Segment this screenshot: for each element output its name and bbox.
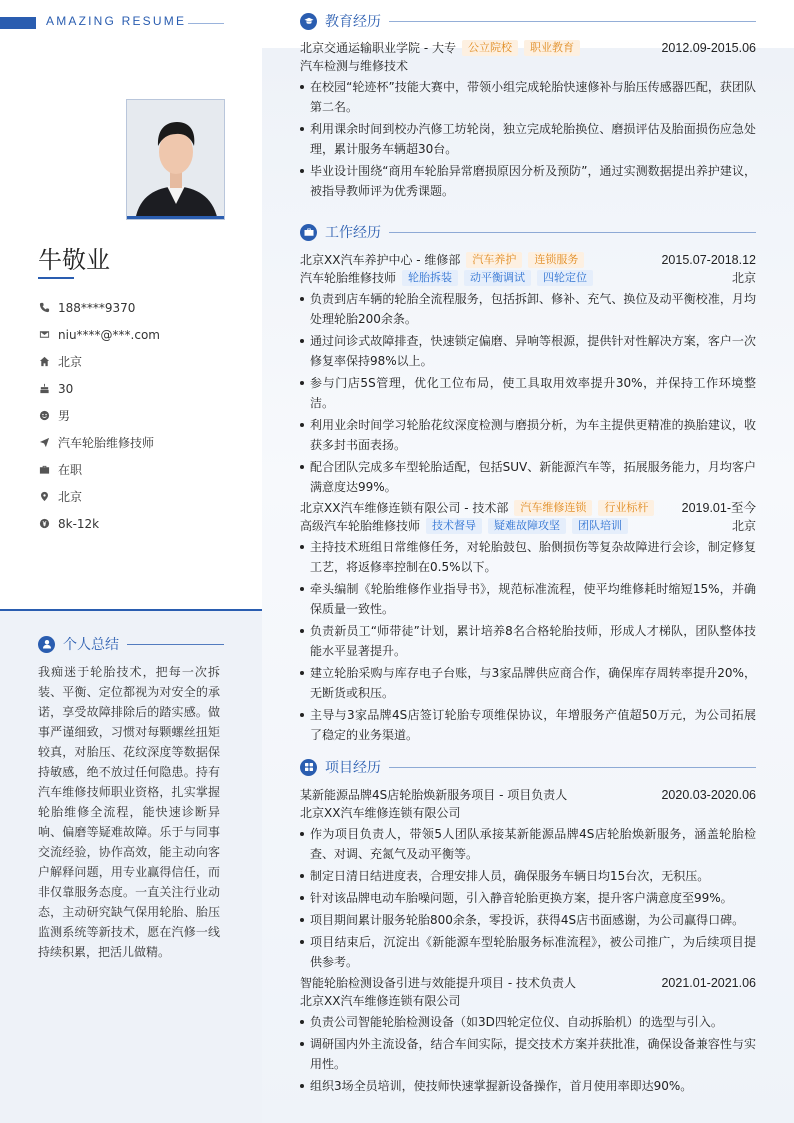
project-company-row <box>300 992 756 1010</box>
project-entry <box>300 974 756 1096</box>
summary-header <box>38 634 224 654</box>
project-date: 2021.01-2021.06 <box>661 976 756 990</box>
project-name-row <box>300 786 756 804</box>
list-item: 牵头编制《轮胎维修作业指导书》，规范标准流程，使平均维修耗时缩短15%，并确保质量一致性。 <box>300 579 756 619</box>
job-company-row <box>300 499 756 517</box>
info-gender-text: 男 <box>58 409 71 423</box>
education-header <box>300 11 756 31</box>
school-name: 北京交通运输职业学院 - 大专 <box>300 41 456 55</box>
list-item: 调研国内外主流设备，结合车间实际，提交技术方案并获批准，确保设备兼容性与实用性。 <box>300 1034 756 1074</box>
work-title: 工作经历 <box>325 225 381 241</box>
project-bullets <box>300 1012 756 1096</box>
info-position-text: 汽车轮胎维修技师 <box>58 436 155 450</box>
projects-divider <box>389 767 756 768</box>
briefcase-icon <box>38 464 50 476</box>
salary-icon <box>38 518 50 530</box>
job-date: 2015.07-2018.12 <box>661 253 756 267</box>
job-position-row <box>300 517 756 535</box>
portrait-image <box>127 100 225 220</box>
info-email <box>38 321 248 348</box>
list-item: 制定日清日结进度表，合理安排人员，确保服务车辆日均15台次，无积压。 <box>300 866 756 886</box>
info-city <box>38 348 248 375</box>
list-item: 建立轮胎采购与库存电子台账，与3家品牌供应商合作，确保库存周转率提升20%，无断货或积压。 <box>300 663 756 703</box>
list-item: 负责新员工“师带徒”计划，累计培养8名合格轮胎技师，形成人才梯队，团队整体技能水平显著提升。 <box>300 621 756 661</box>
cake-icon <box>38 383 50 395</box>
education-date: 2012.09-2015.06 <box>661 41 756 55</box>
work-section <box>300 222 756 747</box>
list-item: 项目结束后，沉淀出《新能源车型轮胎服务标准流程》，被公司推广，为后续项目提供参考。 <box>300 932 756 972</box>
project-date: 2020.03-2020.06 <box>661 788 756 802</box>
profile-photo <box>126 99 225 220</box>
job-company-row <box>300 251 756 269</box>
user-icon <box>38 636 55 653</box>
info-email-text: niu****@***.com <box>58 327 160 342</box>
location-icon <box>38 491 50 503</box>
info-city-text: 北京 <box>58 355 83 369</box>
graduation-cap-icon <box>300 13 317 30</box>
company-tag: 汽车维修连锁 <box>514 500 592 516</box>
projects-section <box>300 757 756 1098</box>
brand-bar <box>0 17 36 29</box>
job-date: 2019.01-至今 <box>681 501 756 515</box>
school-tag: 职业教育 <box>524 40 580 56</box>
job-bullets <box>300 289 756 497</box>
project-bullets <box>300 824 756 972</box>
home-icon <box>38 356 50 368</box>
list-item: 在校园“轮迹杯”技能大赛中，带领小组完成轮胎快速修补与胎压传感器匹配，获团队第二名。 <box>300 77 756 117</box>
skill-tag: 疑难故障攻坚 <box>488 518 566 534</box>
skill-tag: 团队培训 <box>572 518 628 534</box>
work-divider <box>389 232 756 233</box>
skill-tag: 技术督导 <box>426 518 482 534</box>
job-bullets <box>300 537 756 745</box>
education-major-row <box>300 57 756 75</box>
sidebar <box>0 0 262 1123</box>
job-position: 高级汽车轮胎维修技师 <box>300 519 421 533</box>
list-item: 针对该品牌电动车胎噪问题，引入静音轮胎更换方案，提升客户满意度至99%。 <box>300 888 756 908</box>
summary-divider <box>127 644 224 645</box>
project-entry <box>300 786 756 972</box>
education-major: 汽车检测与维修技术 <box>300 59 409 73</box>
project-company: 北京XX汽车维修连锁有限公司 <box>300 994 461 1008</box>
projects-title: 项目经历 <box>325 760 381 776</box>
info-target-city-text: 北京 <box>58 490 83 504</box>
contact-info-list <box>38 294 248 537</box>
school-tag: 公立院校 <box>462 40 518 56</box>
grid-icon <box>300 759 317 776</box>
list-item: 项目期间累计服务轮胎800余条，零投诉，获得4S店书面感谢，为公司赢得口碑。 <box>300 910 756 930</box>
info-gender <box>38 402 248 429</box>
company-tag: 连锁服务 <box>528 252 584 268</box>
education-divider <box>389 21 756 22</box>
briefcase-icon <box>300 224 317 241</box>
skill-tag: 轮胎拆装 <box>402 270 458 286</box>
company-tag: 行业标杆 <box>598 500 654 516</box>
info-position <box>38 429 248 456</box>
list-item: 参与门店5S管理，优化工位布局，使工具取用效率提升30%，并保持工作环境整洁。 <box>300 373 756 413</box>
education-title: 教育经历 <box>325 14 381 30</box>
list-item: 负责到店车辆的轮胎全流程服务，包括拆卸、修补、充气、换位及动平衡校准，月均处理轮胎200余条。 <box>300 289 756 329</box>
info-target-city <box>38 483 248 510</box>
education-bullets <box>300 77 756 201</box>
list-item: 毕业设计围绕“商用车轮胎异常磨损原因分析及预防”，通过实测数据提出养护建议，被指导教师评为优秀课题。 <box>300 161 756 201</box>
info-phone-text: 188****9370 <box>58 300 136 315</box>
info-age-text: 30 <box>58 381 74 396</box>
send-icon <box>38 437 50 449</box>
list-item: 利用业余时间学习轮胎花纹深度检测与磨损分析，为车主提供更精准的换胎建议，收获多封书面表扬。 <box>300 415 756 455</box>
phone-icon <box>38 302 50 314</box>
job-company: 北京XX汽车维修连锁有限公司 - 技术部 <box>300 501 509 515</box>
work-header <box>300 222 756 242</box>
mail-icon <box>38 329 50 341</box>
projects-header <box>300 757 756 777</box>
project-name: 某新能源品牌4S店轮胎焕新服务项目 - 项目负责人 <box>300 788 568 802</box>
info-salary-text: 8k-12k <box>58 516 100 531</box>
profile-name: 牛敬业 <box>38 246 110 274</box>
info-status-text: 在职 <box>58 463 83 477</box>
summary-text: 我痴迷于轮胎技术，把每一次拆装、平衡、定位都视为对安全的承诺，享受故障排除后的踏实感。做事严谨细致，习惯对每颗螺丝扭矩较真，对胎压、花纹深度等数据保持敏感，绝不放过任何隐患。持有汽车维修技师职业资格，扎实掌握轮胎维修全流程，能快速诊断异响、偏磨等疑难故障。乐于与同事交流经验，协作高效，能主动向客户解释问题，用专业赢得信任，而非仅靠服务态度。一直关注行业动态，主动研究缺气保用轮胎、胎压监测系统等新技术，愿在汽修一线持续积累，把活儿做精。 <box>38 665 220 959</box>
summary-title: 个人总结 <box>63 637 119 653</box>
project-company: 北京XX汽车维修连锁有限公司 <box>300 806 461 820</box>
job-entry <box>300 251 756 497</box>
gender-icon <box>38 410 50 422</box>
job-entry <box>300 499 756 745</box>
job-position-row <box>300 269 756 287</box>
job-location: 北京 <box>731 271 756 285</box>
list-item: 主导与3家品牌4S店签订轮胎专项维保协议，年增服务产值超50万元，为公司拓展了稳定的业务渠道。 <box>300 705 756 745</box>
job-position: 汽车轮胎维修技师 <box>300 271 397 285</box>
education-school-row <box>300 39 756 57</box>
education-entry <box>300 39 756 201</box>
brand-title: AMAZING RESUME <box>46 14 187 28</box>
list-item: 利用课余时间到校办汽修工坊轮岗，独立完成轮胎换位、磨损评估及胎面损伤应急处理，累计服务车辆超30台。 <box>300 119 756 159</box>
list-item: 负责公司智能轮胎检测设备（如3D四轮定位仪、自动拆胎机）的选型与引入。 <box>300 1012 756 1032</box>
info-salary <box>38 510 248 537</box>
skill-tag: 动平衡调试 <box>464 270 531 286</box>
list-item: 通过问诊式故障排查，快速锁定偏磨、异响等根源，提供针对性解决方案，客户一次修复率保持98%以上。 <box>300 331 756 371</box>
info-age <box>38 375 248 402</box>
company-tag: 汽车养护 <box>466 252 522 268</box>
project-company-row <box>300 804 756 822</box>
project-name-row <box>300 974 756 992</box>
education-section <box>300 11 756 203</box>
skill-tag: 四轮定位 <box>537 270 593 286</box>
photo-accent-bar <box>127 216 224 219</box>
job-company: 北京XX汽车养护中心 - 维修部 <box>300 253 461 267</box>
brand-divider <box>188 23 224 24</box>
list-item: 组织3场全员培训，使技师快速掌握新设备操作，首月使用率即达90%。 <box>300 1076 756 1096</box>
info-phone <box>38 294 248 321</box>
list-item: 作为项目负责人，带领5人团队承接某新能源品牌4S店轮胎焕新服务，涵盖轮胎检查、对调、充氮气及动平衡等。 <box>300 824 756 864</box>
job-location: 北京 <box>731 519 756 533</box>
project-name: 智能轮胎检测设备引进与效能提升项目 - 技术负责人 <box>300 976 576 990</box>
list-item: 主持技术班组日常维修任务，对轮胎鼓包、胎侧损伤等复杂故障进行会诊，制定修复工艺，将返修率控制在0.5%以下。 <box>300 537 756 577</box>
name-underline <box>38 277 74 279</box>
list-item: 配合团队完成多车型轮胎适配，包括SUV、新能源汽车等，拓展服务能力，月均客户满意度达99%。 <box>300 457 756 497</box>
info-status <box>38 456 248 483</box>
